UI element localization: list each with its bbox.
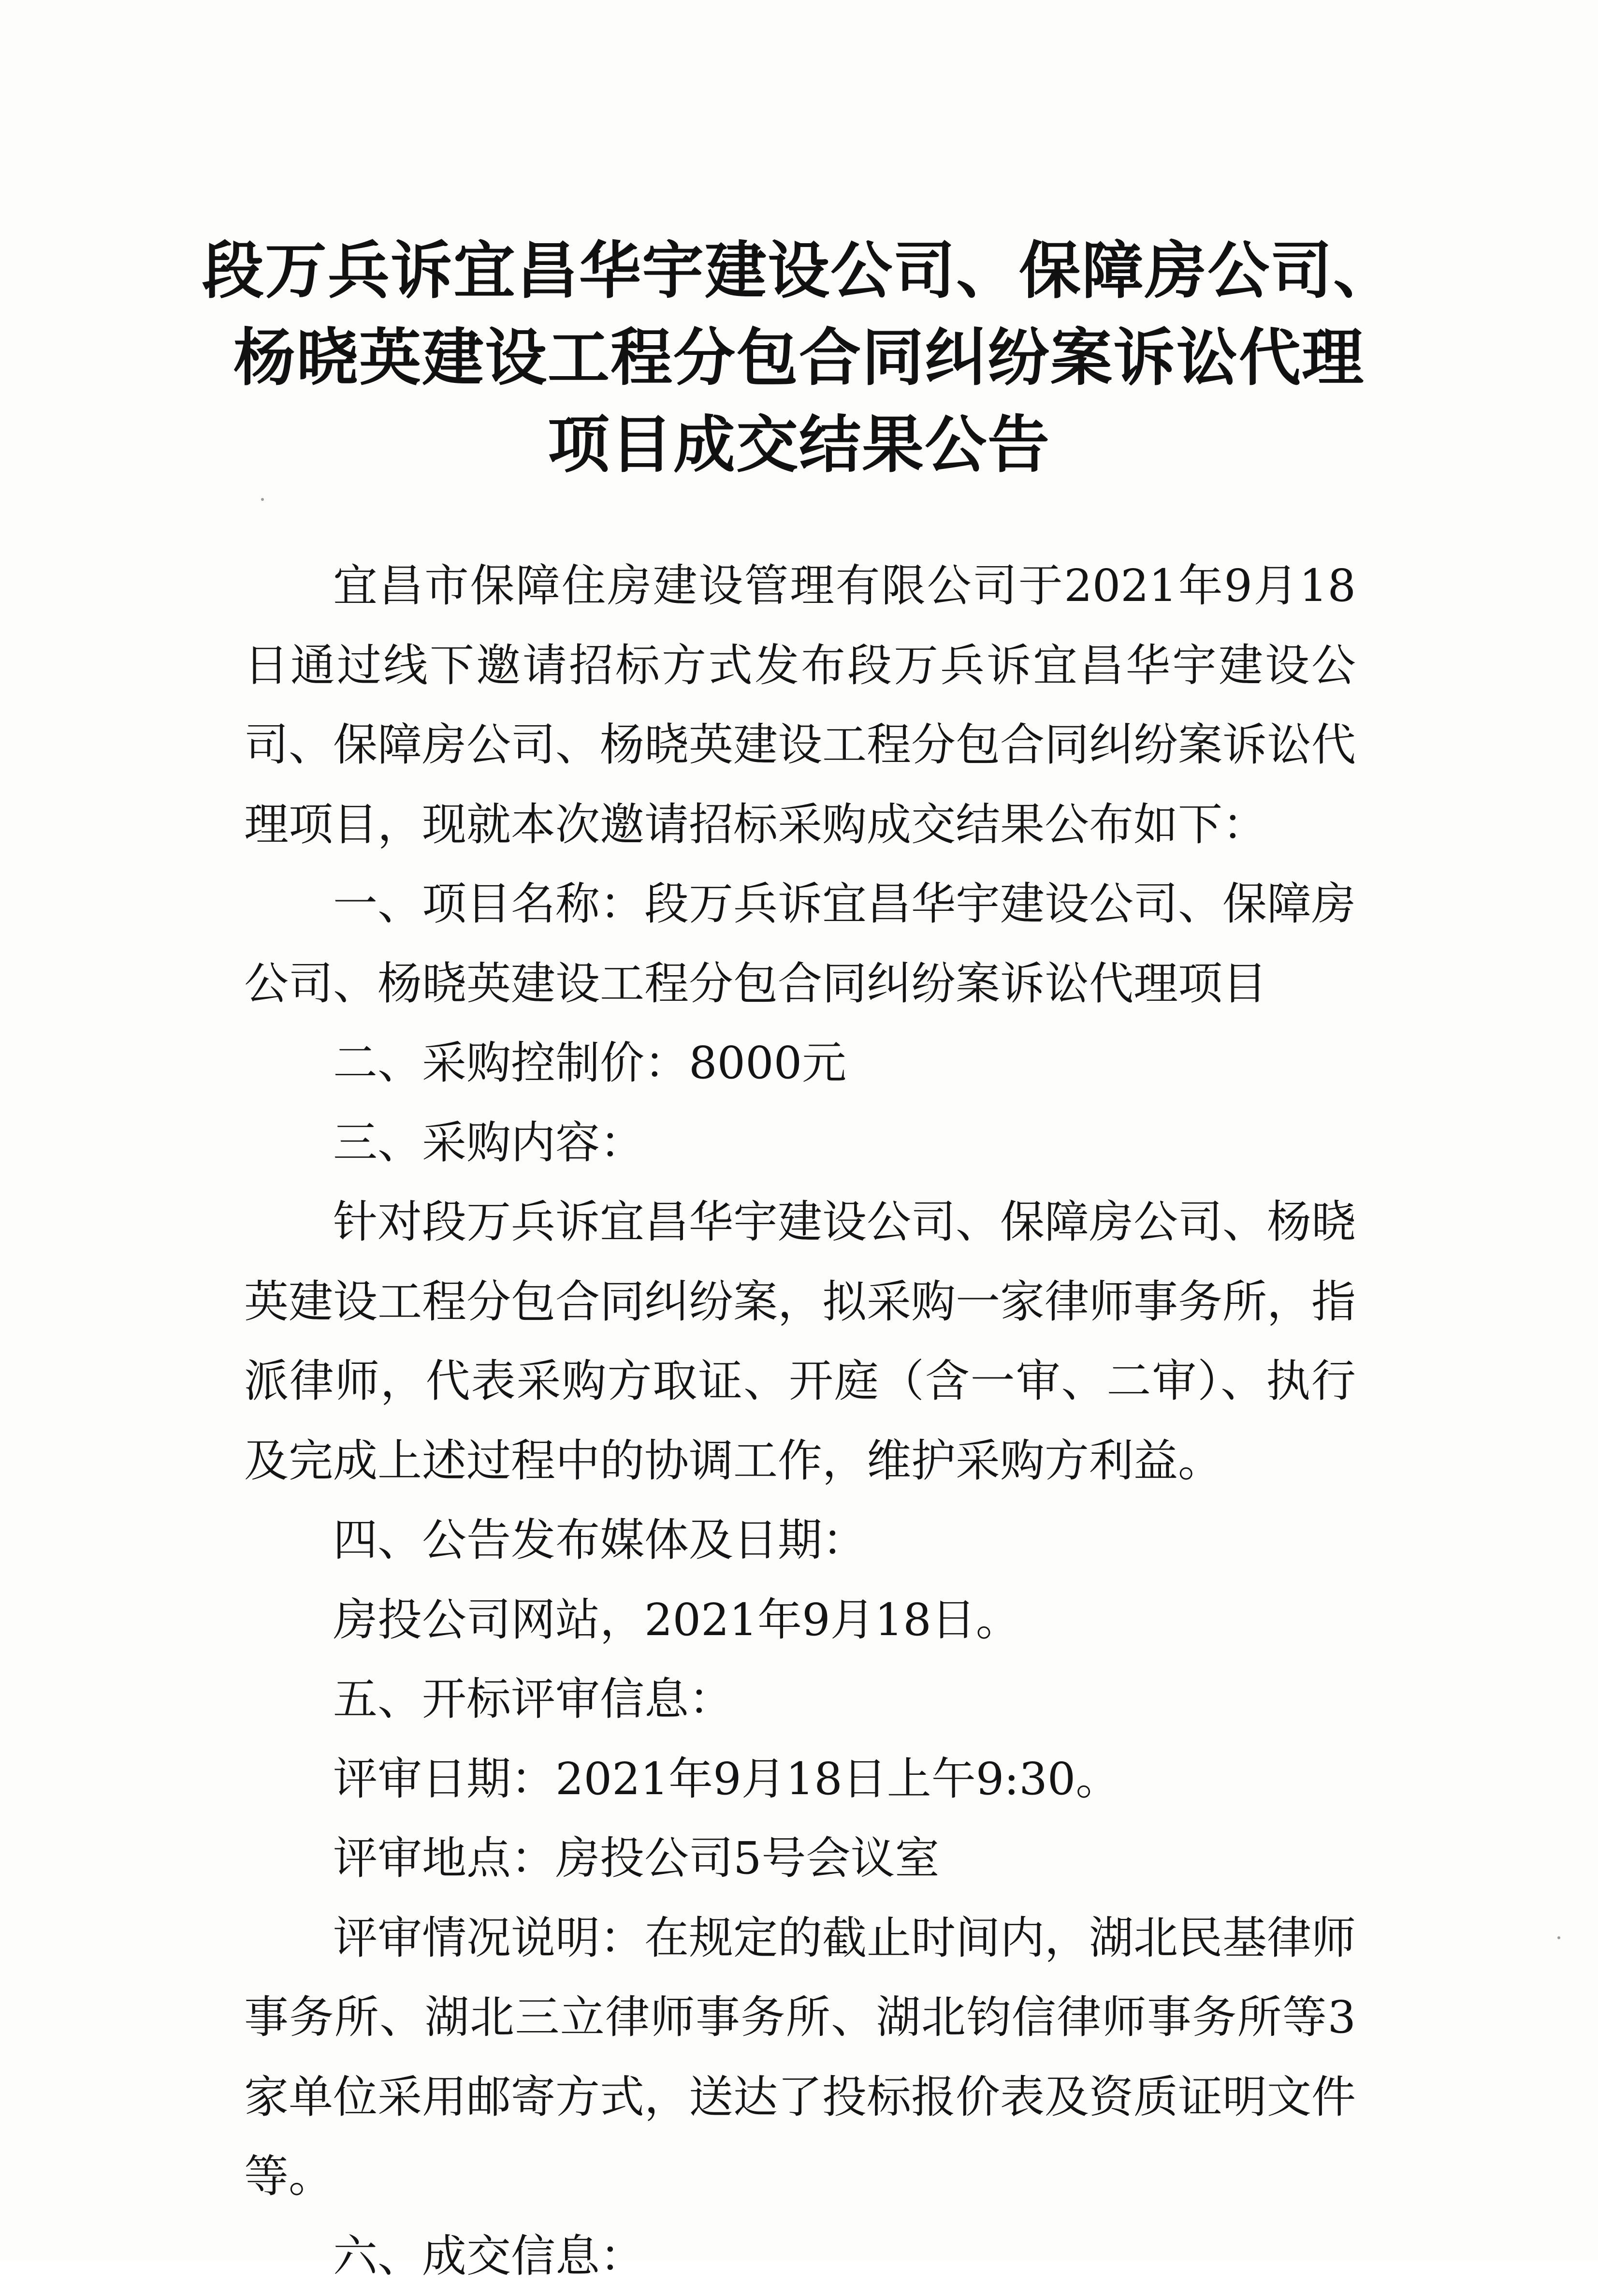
review-date: 评审日期：2021年9月18日上午9:30。 <box>244 1740 1356 1819</box>
document-title <box>184 227 1414 488</box>
document-body <box>244 546 1356 2296</box>
title-line-1: 段万兵诉宜昌华宇建设公司、保障房公司、 <box>184 227 1414 314</box>
section-media-heading: 四、公告发布媒体及日期： <box>244 1501 1356 1580</box>
section-project-name: 一、项目名称：段万兵诉宜昌华宇建设公司、保障房公司、杨晓英建设工程分包合同纠纷案诉讼代理项目 <box>244 864 1356 1024</box>
section-deal-heading: 六、成交信息： <box>244 2217 1356 2296</box>
section-media-body: 房投公司网站，2021年9月18日。 <box>244 1580 1356 1660</box>
scan-speck <box>1557 1936 1560 1939</box>
title-line-2: 杨晓英建设工程分包合同纠纷案诉讼代理 <box>184 314 1414 401</box>
section-content-body: 针对段万兵诉宜昌华宇建设公司、保障房公司、杨晓英建设工程分包合同纠纷案，拟采购一家律师事务所，指派律师，代表采购方取证、开庭（含一审、二审）、执行及完成上述过程中的协调工作，维护采购方利益。 <box>244 1183 1356 1501</box>
review-description: 评审情况说明：在规定的截止时间内，湖北民基律师事务所、湖北三立律师事务所、湖北钧信律师事务所等3家单位采用邮寄方式，送达了投标报价表及资质证明文件等。 <box>244 1899 1356 2217</box>
title-line-3: 项目成交结果公告 <box>184 401 1414 488</box>
intro-paragraph: 宜昌市保障住房建设管理有限公司于2021年9月18日通过线下邀请招标方式发布段万兵诉宜昌华宇建设公司、保障房公司、杨晓英建设工程分包合同纠纷案诉讼代理项目，现就本次邀请招标采购成交结果公布如下： <box>244 546 1356 864</box>
section-review-heading: 五、开标评审信息： <box>244 1660 1356 1740</box>
scan-speck <box>261 498 264 501</box>
section-content-heading: 三、采购内容： <box>244 1103 1356 1183</box>
section-control-price: 二、采购控制价：8000元 <box>244 1024 1356 1103</box>
review-location: 评审地点：房投公司5号会议室 <box>244 1819 1356 1899</box>
